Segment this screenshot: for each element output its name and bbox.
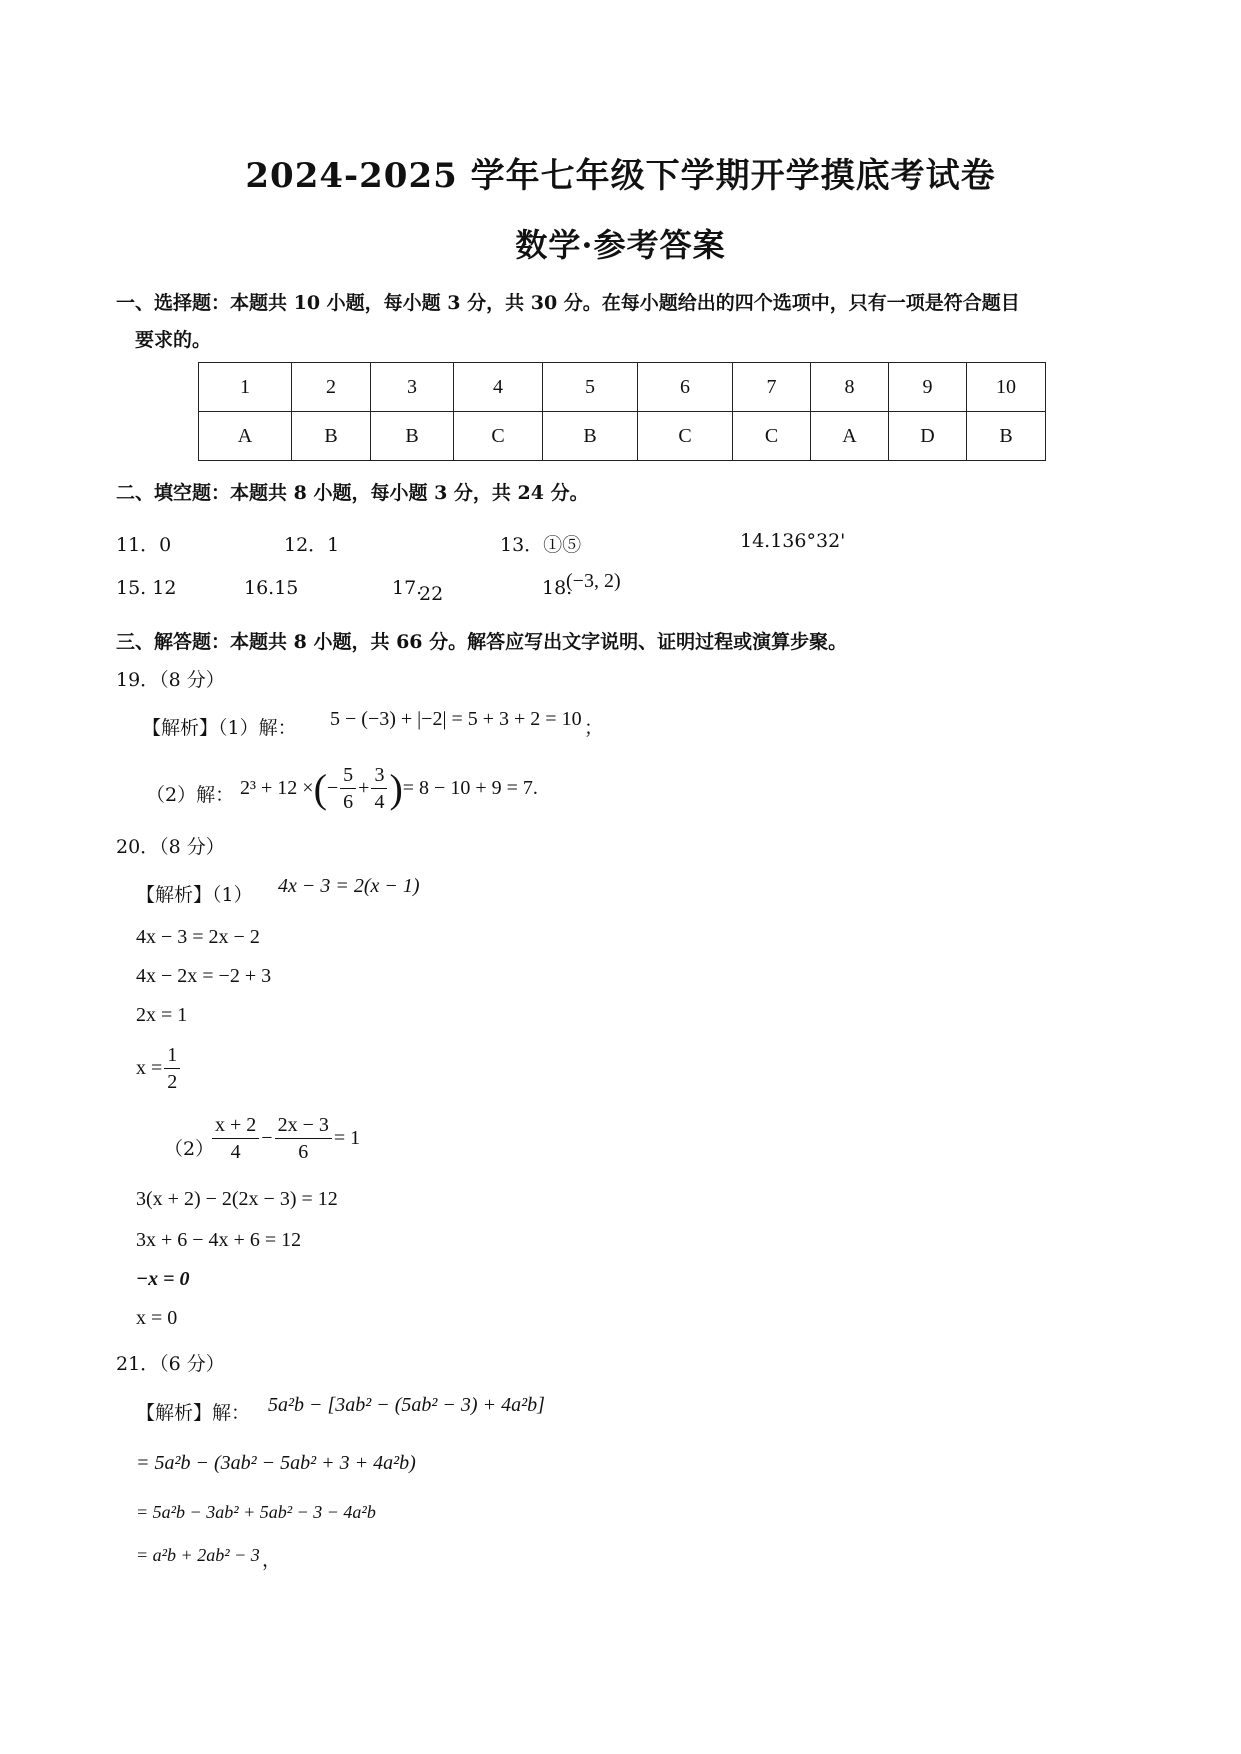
answer-table xyxy=(198,362,1046,461)
table-cell: C xyxy=(733,412,811,461)
q20-label: 20．（8 分） xyxy=(116,836,225,858)
fraction xyxy=(212,1112,259,1165)
q20-step3: 2x = 1 xyxy=(136,1004,188,1026)
table-cell: D xyxy=(889,412,967,461)
plus-sign: + xyxy=(358,776,370,799)
q19-eq2 xyxy=(240,758,538,818)
q20-step5: 3(x + 2) − 2(2x − 3) = 12 xyxy=(136,1188,338,1210)
numerator: 2x − 3 xyxy=(275,1112,332,1139)
section1-heading-cont: 要求的。 xyxy=(135,329,212,351)
q21-line2: = 5a²b − 3ab² + 5ab² − 3 − 4a²b xyxy=(136,1502,376,1522)
fraction xyxy=(164,1042,180,1095)
q21-line3-end: ， xyxy=(262,1549,282,1571)
q19-eq2-pre: 2³ + 12 × xyxy=(240,776,314,799)
denominator: 6 xyxy=(343,790,354,813)
table-cell: A xyxy=(811,412,889,461)
q21-line1: = 5a²b − (3ab² − 5ab² + 3 + 4a²b) xyxy=(136,1452,416,1474)
table-cell: 5 xyxy=(543,363,638,412)
q20-step8: x = 0 xyxy=(136,1307,178,1329)
q20-step4-pre: x = xyxy=(136,1057,163,1079)
q20-eq2 xyxy=(210,1112,360,1165)
answer-13: 13．①⑤ xyxy=(500,534,582,556)
table-cell: 4 xyxy=(454,363,543,412)
table-cell: 6 xyxy=(638,363,733,412)
q19-part2: （2）解： xyxy=(146,784,235,806)
section1-heading: 一、选择题：本题共 10 小题，每小题 3 分，共 30 分。在每小题给出的四个选项中，只有一项是符合题目 xyxy=(116,292,1020,314)
denominator: 6 xyxy=(298,1141,309,1163)
answer-18-label: 18. xyxy=(542,577,573,599)
table-cell: C xyxy=(454,412,543,461)
numerator: 1 xyxy=(164,1042,180,1069)
q20-eq0: 4x − 3 = 2(x − 1) xyxy=(278,875,420,897)
q20-analysis: 【解析】（1） xyxy=(136,884,253,906)
table-cell: B xyxy=(967,412,1046,461)
table-cell: B xyxy=(543,412,638,461)
q21-analysis: 【解析】解： xyxy=(136,1402,251,1424)
numerator: 5 xyxy=(340,762,356,789)
section3-heading: 三、解答题：本题共 8 小题，共 66 分。解答应写出文字说明、证明过程或演算步聚。 xyxy=(116,631,848,653)
table-cell: A xyxy=(199,412,292,461)
answer-18-value: (−3, 2) xyxy=(566,570,621,592)
answer-12: 12．1 xyxy=(284,534,340,556)
left-paren: ( xyxy=(313,765,327,811)
q20-step6: 3x + 6 − 4x + 6 = 12 xyxy=(136,1229,302,1251)
denominator: 2 xyxy=(167,1071,178,1093)
page-title: 2024-2025 学年七年级下学期开学摸底考试卷 xyxy=(245,156,996,196)
page-subtitle: 数学·参考答案 xyxy=(515,226,726,264)
table-cell: 7 xyxy=(733,363,811,412)
q20-step4 xyxy=(136,1042,182,1095)
q20-part2: （2） xyxy=(164,1138,215,1160)
table-cell: 1 xyxy=(199,363,292,412)
table-cell: 3 xyxy=(371,363,454,412)
table-cell: 8 xyxy=(811,363,889,412)
table-cell: 2 xyxy=(292,363,371,412)
q20-step1: 4x − 3 = 2x − 2 xyxy=(136,926,260,948)
section2-heading: 二、填空题：本题共 8 小题，每小题 3 分，共 24 分。 xyxy=(116,482,589,504)
q19-label: 19．（8 分） xyxy=(116,669,225,691)
denominator: 4 xyxy=(230,1141,241,1163)
answer-11: 11．0 xyxy=(116,534,172,556)
answer-17-value: 22 xyxy=(419,583,444,605)
answer-16: 16.15 xyxy=(244,577,299,599)
answer-14: 14.136°32' xyxy=(740,530,846,552)
q19-eq2-post: = 8 − 10 + 9 = 7 xyxy=(402,776,533,799)
numerator: 3 xyxy=(371,762,387,789)
fraction xyxy=(371,762,387,815)
q19-eq1-end: ； xyxy=(584,717,604,739)
table-cell: 9 xyxy=(889,363,967,412)
q20-step7: −x = 0 xyxy=(136,1268,190,1290)
q20-step2: 4x − 2x = −2 + 3 xyxy=(136,965,272,987)
fraction xyxy=(340,762,356,815)
answer-15: 15. 12 xyxy=(116,577,177,599)
minus-sign: − xyxy=(326,776,339,799)
table-cell: B xyxy=(292,412,371,461)
q21-line3: = a²b + 2ab² − 3 xyxy=(136,1545,260,1565)
answer-table-number-row xyxy=(199,363,1046,412)
table-cell: B xyxy=(371,412,454,461)
minus-sign: − xyxy=(261,1127,273,1149)
right-paren: ) xyxy=(389,765,403,811)
numerator: x + 2 xyxy=(212,1112,259,1139)
table-cell: C xyxy=(638,412,733,461)
denominator: 4 xyxy=(374,790,385,813)
answer-17-label: 17. xyxy=(392,577,423,599)
q20-eq2-rhs: = 1 xyxy=(333,1127,361,1149)
fraction xyxy=(275,1112,332,1165)
q19-eq1: 5 − (−3) + |−2| = 5 + 3 + 2 = 10 xyxy=(330,708,582,730)
q21-label: 21．（6 分） xyxy=(116,1353,225,1375)
q21-eq0: 5a²b − [3ab² − (5ab² − 3) + 4a²b] xyxy=(268,1394,545,1416)
table-cell: 10 xyxy=(967,363,1046,412)
q19-eq2-end: . xyxy=(532,776,538,799)
answer-table-answer-row xyxy=(199,412,1046,461)
q19-analysis: 【解析】（1）解： xyxy=(142,717,297,739)
